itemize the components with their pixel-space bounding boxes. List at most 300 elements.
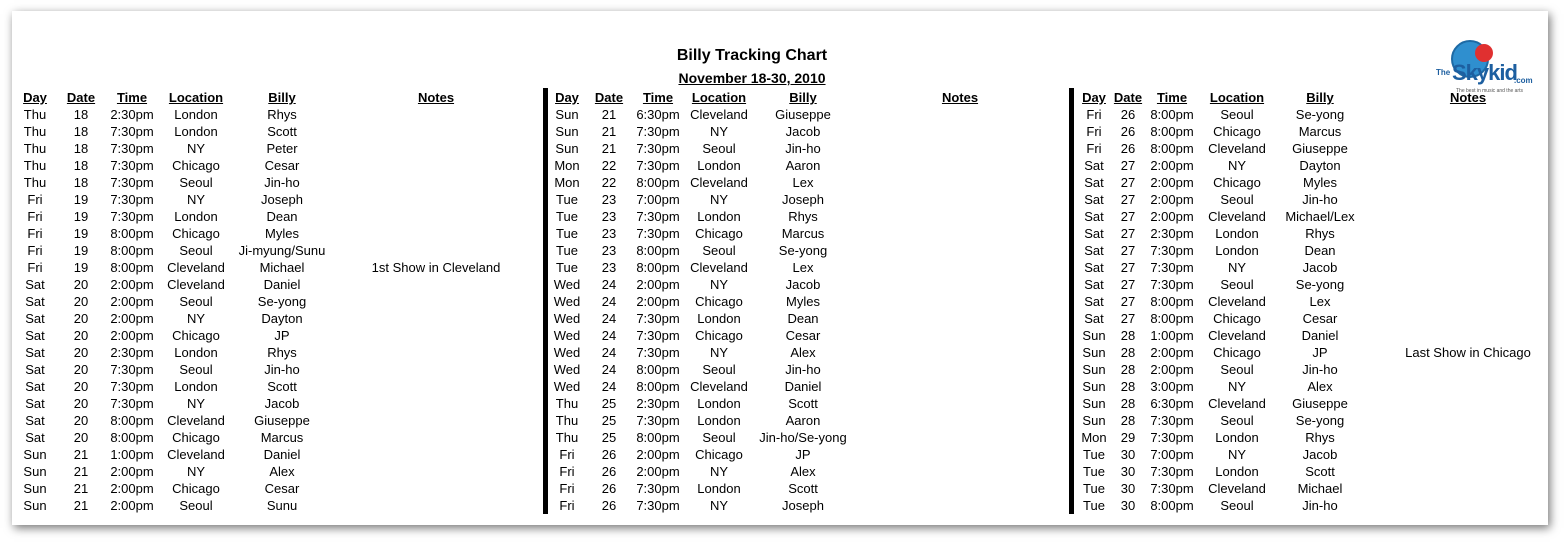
logo-text-skykid: Skykid <box>1452 60 1517 85</box>
cell-day: Fri <box>27 226 43 241</box>
cell-billy: Rhys <box>267 107 297 122</box>
cell-billy: Jin-ho <box>1302 362 1338 377</box>
cell-day: Sat <box>25 345 45 360</box>
cell-day: Sat <box>25 413 45 428</box>
header-day: Day <box>1082 90 1106 105</box>
header-date: Date <box>594 90 624 105</box>
cell-time: 7:30pm <box>110 379 154 394</box>
cell-location: Cleveland <box>167 447 225 462</box>
cell-date: 23 <box>601 209 617 224</box>
cell-day: Fri <box>27 192 43 207</box>
cell-location: Cleveland <box>690 260 748 275</box>
cell-day: Mon <box>554 175 580 190</box>
cell-time: 2:00pm <box>110 464 154 479</box>
cell-day: Sun <box>23 464 47 479</box>
cell-date: 18 <box>73 158 89 173</box>
cell-date: 24 <box>601 328 617 343</box>
cell-billy: Jin-ho <box>1302 498 1338 513</box>
cell-day: Sat <box>1084 175 1104 190</box>
cell-billy: Jin-ho <box>785 141 821 156</box>
cell-day: Thu <box>23 107 47 122</box>
cell-day: Tue <box>556 192 578 207</box>
header-location: Location <box>691 90 747 105</box>
cell-time: 2:00pm <box>110 294 154 309</box>
cell-day: Sat <box>25 430 45 445</box>
cell-location: Seoul <box>702 243 736 258</box>
cell-time: 7:30pm <box>636 345 680 360</box>
cell-billy: Giuseppe <box>1292 396 1348 411</box>
cell-location: London <box>697 413 741 428</box>
cell-billy: Se-yong <box>1295 277 1345 292</box>
cell-location: London <box>697 209 741 224</box>
cell-time: 2:00pm <box>1150 158 1194 173</box>
cell-billy: Giuseppe <box>1292 141 1348 156</box>
cell-location: London <box>1215 226 1259 241</box>
cell-date: 30 <box>1120 447 1136 462</box>
cell-day: Tue <box>556 243 578 258</box>
cell-date: 26 <box>601 498 617 513</box>
cell-location: Cleveland <box>1208 209 1266 224</box>
cell-time: 2:00pm <box>110 277 154 292</box>
cell-day: Mon <box>554 158 580 173</box>
cell-billy: Cesar <box>264 481 300 496</box>
cell-time: 7:30pm <box>636 158 680 173</box>
cell-date: 28 <box>1120 396 1136 411</box>
cell-time: 7:00pm <box>636 192 680 207</box>
cell-day: Fri <box>1086 124 1102 139</box>
cell-date: 28 <box>1120 345 1136 360</box>
cell-location: London <box>1215 243 1259 258</box>
cell-billy: Joseph <box>782 192 824 207</box>
cell-date: 28 <box>1120 379 1136 394</box>
cell-location: NY <box>1227 158 1247 173</box>
cell-time: 8:00pm <box>110 226 154 241</box>
cell-billy: Michael <box>259 260 305 275</box>
cell-date: 27 <box>1120 277 1136 292</box>
cell-day: Sun <box>1082 362 1106 377</box>
cell-time: 8:00pm <box>110 243 154 258</box>
cell-billy: Se-yong <box>1295 413 1345 428</box>
cell-time: 2:00pm <box>110 328 154 343</box>
cell-location: Chicago <box>1213 345 1261 360</box>
cell-location: NY <box>186 141 206 156</box>
cell-location: London <box>174 345 218 360</box>
cell-time: 2:30pm <box>110 107 154 122</box>
cell-notes: 1st Show in Cleveland <box>371 260 501 275</box>
cell-location: Cleveland <box>1208 328 1266 343</box>
cell-time: 7:30pm <box>636 481 680 496</box>
cell-location: London <box>174 107 218 122</box>
cell-time: 7:30pm <box>1150 260 1194 275</box>
cell-day: Fri <box>559 447 575 462</box>
cell-location: NY <box>709 498 729 513</box>
cell-time: 7:30pm <box>636 311 680 326</box>
cell-location: Cleveland <box>1208 141 1266 156</box>
cell-location: Chicago <box>695 226 743 241</box>
header-time: Time <box>1156 90 1188 105</box>
cell-billy: Marcus <box>260 430 304 445</box>
header-time: Time <box>116 90 148 105</box>
cell-time: 2:00pm <box>110 498 154 513</box>
cell-day: Tue <box>556 226 578 241</box>
cell-billy: Dayton <box>261 311 303 326</box>
cell-location: Seoul <box>1220 362 1254 377</box>
cell-billy: Scott <box>1305 464 1335 479</box>
cell-day: Thu <box>23 158 47 173</box>
cell-location: Seoul <box>179 498 213 513</box>
cell-billy: Joseph <box>782 498 824 513</box>
cell-location: Seoul <box>1220 413 1254 428</box>
cell-billy: Rhys <box>267 345 297 360</box>
cell-date: 26 <box>1120 141 1136 156</box>
cell-time: 7:30pm <box>636 226 680 241</box>
cell-date: 20 <box>73 430 89 445</box>
cell-location: Seoul <box>702 430 736 445</box>
header-notes: Notes <box>417 90 455 105</box>
cell-location: Seoul <box>1220 498 1254 513</box>
cell-location: Chicago <box>172 328 220 343</box>
cell-day: Sun <box>1082 396 1106 411</box>
cell-billy: Lex <box>792 175 814 190</box>
cell-billy: Myles <box>265 226 299 241</box>
cell-location: Seoul <box>1220 277 1254 292</box>
cell-date: 24 <box>601 311 617 326</box>
cell-location: Cleveland <box>167 277 225 292</box>
cell-time: 7:30pm <box>110 362 154 377</box>
cell-billy: Cesar <box>785 328 821 343</box>
header-billy: Billy <box>268 90 296 105</box>
header-date: Date <box>66 90 96 105</box>
cell-billy: Scott <box>267 124 297 139</box>
cell-date: 19 <box>73 260 89 275</box>
logo-text-the: The <box>1436 68 1451 77</box>
cell-day: Mon <box>1081 430 1107 445</box>
cell-location: London <box>697 396 741 411</box>
cell-location: Cleveland <box>690 107 748 122</box>
cell-location: NY <box>186 192 206 207</box>
cell-location: Seoul <box>1220 192 1254 207</box>
cell-day: Fri <box>27 243 43 258</box>
cell-time: 1:00pm <box>1150 328 1194 343</box>
logo-tagline: The best in music and the arts <box>1456 88 1523 94</box>
cell-day: Thu <box>23 141 47 156</box>
cell-day: Thu <box>23 175 47 190</box>
cell-date: 29 <box>1120 430 1136 445</box>
cell-location: NY <box>1227 260 1247 275</box>
skykid-logo <box>1434 38 1534 96</box>
cell-location: Seoul <box>179 294 213 309</box>
cell-day: Tue <box>556 260 578 275</box>
cell-time: 8:00pm <box>636 379 680 394</box>
cell-location: Chicago <box>172 158 220 173</box>
cell-day: Sat <box>25 328 45 343</box>
cell-day: Sun <box>23 447 47 462</box>
cell-date: 24 <box>601 294 617 309</box>
cell-day: Sat <box>25 379 45 394</box>
cell-day: Sun <box>1082 413 1106 428</box>
cell-time: 7:30pm <box>110 209 154 224</box>
cell-billy: Daniel <box>784 379 822 394</box>
cell-billy: Alex <box>790 345 816 360</box>
cell-time: 2:00pm <box>636 294 680 309</box>
cell-date: 19 <box>73 209 89 224</box>
cell-location: Chicago <box>172 226 220 241</box>
cell-date: 21 <box>601 124 617 139</box>
cell-time: 2:00pm <box>636 464 680 479</box>
cell-day: Sat <box>1084 158 1104 173</box>
cell-location: Seoul <box>179 362 213 377</box>
cell-time: 8:00pm <box>110 260 154 275</box>
cell-time: 7:30pm <box>110 158 154 173</box>
header-time: Time <box>642 90 674 105</box>
cell-location: London <box>697 158 741 173</box>
cell-day: Sun <box>23 498 47 513</box>
cell-day: Thu <box>555 430 579 445</box>
cell-location: Seoul <box>1220 107 1254 122</box>
cell-time: 2:00pm <box>1150 362 1194 377</box>
cell-location: Chicago <box>172 430 220 445</box>
cell-day: Tue <box>1083 481 1105 496</box>
cell-billy: Dean <box>1304 243 1336 258</box>
cell-day: Fri <box>1086 141 1102 156</box>
cell-location: London <box>697 311 741 326</box>
cell-day: Fri <box>559 464 575 479</box>
cell-time: 2:00pm <box>1150 345 1194 360</box>
cell-date: 25 <box>601 396 617 411</box>
cell-time: 7:30pm <box>110 141 154 156</box>
cell-billy: Jacob <box>785 124 821 139</box>
cell-location: NY <box>709 345 729 360</box>
cell-day: Thu <box>23 124 47 139</box>
cell-day: Fri <box>1086 107 1102 122</box>
cell-day: Sat <box>25 362 45 377</box>
cell-date: 30 <box>1120 464 1136 479</box>
cell-day: Sun <box>23 481 47 496</box>
cell-billy: Rhys <box>788 209 818 224</box>
cell-time: 8:00pm <box>110 413 154 428</box>
cell-day: Fri <box>27 209 43 224</box>
cell-time: 8:00pm <box>636 175 680 190</box>
cell-location: London <box>697 481 741 496</box>
cell-billy: Jacob <box>1302 260 1338 275</box>
cell-day: Fri <box>27 260 43 275</box>
cell-date: 19 <box>73 192 89 207</box>
cell-day: Thu <box>555 396 579 411</box>
cell-date: 26 <box>601 481 617 496</box>
cell-day: Sat <box>1084 243 1104 258</box>
cell-location: Cleveland <box>690 175 748 190</box>
cell-billy: Daniel <box>263 277 301 292</box>
cell-day: Wed <box>553 362 581 377</box>
logo-text-com: .com <box>1514 76 1533 85</box>
cell-location: NY <box>709 192 729 207</box>
cell-billy: Jacob <box>1302 447 1338 462</box>
cell-time: 8:00pm <box>636 260 680 275</box>
cell-time: 7:30pm <box>110 175 154 190</box>
cell-date: 20 <box>73 362 89 377</box>
cell-billy: Rhys <box>1305 226 1335 241</box>
cell-day: Tue <box>1083 447 1105 462</box>
cell-date: 21 <box>73 481 89 496</box>
cell-day: Sun <box>1082 328 1106 343</box>
cell-billy: Scott <box>267 379 297 394</box>
cell-day: Fri <box>559 498 575 513</box>
cell-location: London <box>1215 430 1259 445</box>
cell-day: Sun <box>555 124 579 139</box>
cell-billy: Lex <box>1309 294 1331 309</box>
cell-billy: Dean <box>787 311 819 326</box>
cell-date: 26 <box>1120 124 1136 139</box>
cell-billy: Joseph <box>261 192 303 207</box>
cell-location: NY <box>709 277 729 292</box>
cell-billy: Lex <box>792 260 814 275</box>
cell-billy: Scott <box>788 481 818 496</box>
cell-date: 27 <box>1120 192 1136 207</box>
cell-time: 7:30pm <box>110 192 154 207</box>
cell-billy: JP <box>1312 345 1328 360</box>
cell-day: Wed <box>553 311 581 326</box>
cell-billy: Giuseppe <box>254 413 310 428</box>
cell-time: 7:30pm <box>1150 413 1194 428</box>
cell-day: Sat <box>1084 209 1104 224</box>
cell-billy: Peter <box>266 141 298 156</box>
cell-date: 21 <box>73 498 89 513</box>
cell-time: 7:30pm <box>110 124 154 139</box>
cell-time: 2:30pm <box>1150 226 1194 241</box>
cell-time: 2:00pm <box>1150 209 1194 224</box>
header-day: Day <box>23 90 47 105</box>
cell-time: 8:00pm <box>110 430 154 445</box>
cell-time: 7:30pm <box>1150 464 1194 479</box>
cell-day: Sat <box>1084 260 1104 275</box>
cell-date: 18 <box>73 175 89 190</box>
chart-page <box>12 11 1548 525</box>
cell-date: 27 <box>1120 260 1136 275</box>
cell-time: 1:00pm <box>110 447 154 462</box>
cell-billy: Alex <box>269 464 295 479</box>
cell-date: 23 <box>601 226 617 241</box>
cell-billy: Marcus <box>1298 124 1342 139</box>
page-title: Billy Tracking Chart <box>676 47 828 64</box>
cell-billy: Daniel <box>263 447 301 462</box>
cell-date: 20 <box>73 277 89 292</box>
cell-time: 7:00pm <box>1150 447 1194 462</box>
cell-billy: Scott <box>788 396 818 411</box>
cell-time: 7:30pm <box>636 141 680 156</box>
cell-location: Cleveland <box>1208 396 1266 411</box>
cell-time: 8:00pm <box>1150 124 1194 139</box>
cell-time: 6:30pm <box>1150 396 1194 411</box>
cell-time: 8:00pm <box>1150 311 1194 326</box>
cell-date: 30 <box>1120 498 1136 513</box>
cell-day: Fri <box>559 481 575 496</box>
cell-notes: Last Show in Chicago <box>1405 345 1531 360</box>
cell-day: Wed <box>553 294 581 309</box>
cell-location: Chicago <box>1213 124 1261 139</box>
cell-billy: Jin-ho <box>264 175 300 190</box>
cell-date: 27 <box>1120 311 1136 326</box>
cell-billy: Ji-myung/Sunu <box>238 243 326 258</box>
cell-location: Chicago <box>1213 175 1261 190</box>
header-notes: Notes <box>941 90 979 105</box>
cell-location: NY <box>1227 379 1247 394</box>
cell-date: 24 <box>601 345 617 360</box>
cell-date: 28 <box>1120 328 1136 343</box>
cell-date: 23 <box>601 192 617 207</box>
cell-billy: Jacob <box>264 396 300 411</box>
cell-time: 2:00pm <box>636 447 680 462</box>
cell-billy: Jin-ho <box>1302 192 1338 207</box>
cell-date: 20 <box>73 396 89 411</box>
cell-date: 26 <box>1120 107 1136 122</box>
cell-billy: Jin-ho/Se-yong <box>759 430 847 445</box>
cell-date: 27 <box>1120 209 1136 224</box>
cell-billy: Jin-ho <box>785 362 821 377</box>
cell-billy: Jin-ho <box>264 362 300 377</box>
cell-day: Sat <box>25 311 45 326</box>
cell-date: 30 <box>1120 481 1136 496</box>
cell-location: London <box>174 209 218 224</box>
cell-time: 2:00pm <box>110 311 154 326</box>
cell-location: London <box>174 124 218 139</box>
cell-billy: Marcus <box>781 226 825 241</box>
cell-date: 27 <box>1120 243 1136 258</box>
cell-day: Sat <box>25 277 45 292</box>
cell-location: NY <box>186 464 206 479</box>
cell-time: 8:00pm <box>1150 498 1194 513</box>
cell-billy: Aaron <box>785 413 821 428</box>
cell-time: 2:00pm <box>636 277 680 292</box>
cell-time: 7:30pm <box>1150 243 1194 258</box>
cell-date: 20 <box>73 294 89 309</box>
cell-time: 2:00pm <box>110 481 154 496</box>
cell-day: Wed <box>553 328 581 343</box>
cell-date: 19 <box>73 226 89 241</box>
cell-time: 7:30pm <box>636 498 680 513</box>
cell-time: 7:30pm <box>636 209 680 224</box>
cell-billy: Alex <box>1307 379 1333 394</box>
cell-date: 20 <box>73 328 89 343</box>
cell-location: Cleveland <box>167 260 225 275</box>
cell-location: Cleveland <box>1208 481 1266 496</box>
cell-billy: Daniel <box>1301 328 1339 343</box>
cell-date: 27 <box>1120 226 1136 241</box>
cell-date: 21 <box>601 141 617 156</box>
cell-day: Thu <box>555 413 579 428</box>
header-billy: Billy <box>1306 90 1334 105</box>
cell-time: 6:30pm <box>636 107 680 122</box>
cell-time: 2:30pm <box>110 345 154 360</box>
cell-billy: Dayton <box>1299 158 1341 173</box>
cell-billy: Giuseppe <box>775 107 831 122</box>
cell-time: 7:30pm <box>110 396 154 411</box>
cell-time: 7:30pm <box>636 328 680 343</box>
cell-time: 8:00pm <box>636 243 680 258</box>
cell-time: 7:30pm <box>636 413 680 428</box>
cell-day: Sun <box>555 107 579 122</box>
cell-date: 28 <box>1120 362 1136 377</box>
cell-date: 20 <box>73 345 89 360</box>
cell-time: 8:00pm <box>636 362 680 377</box>
cell-time: 2:00pm <box>1150 175 1194 190</box>
cell-date: 24 <box>601 362 617 377</box>
cell-date: 18 <box>73 107 89 122</box>
cell-date: 23 <box>601 260 617 275</box>
cell-billy: Sunu <box>266 498 298 513</box>
cell-billy: Alex <box>790 464 816 479</box>
cell-location: NY <box>1227 447 1247 462</box>
cell-date: 20 <box>73 413 89 428</box>
